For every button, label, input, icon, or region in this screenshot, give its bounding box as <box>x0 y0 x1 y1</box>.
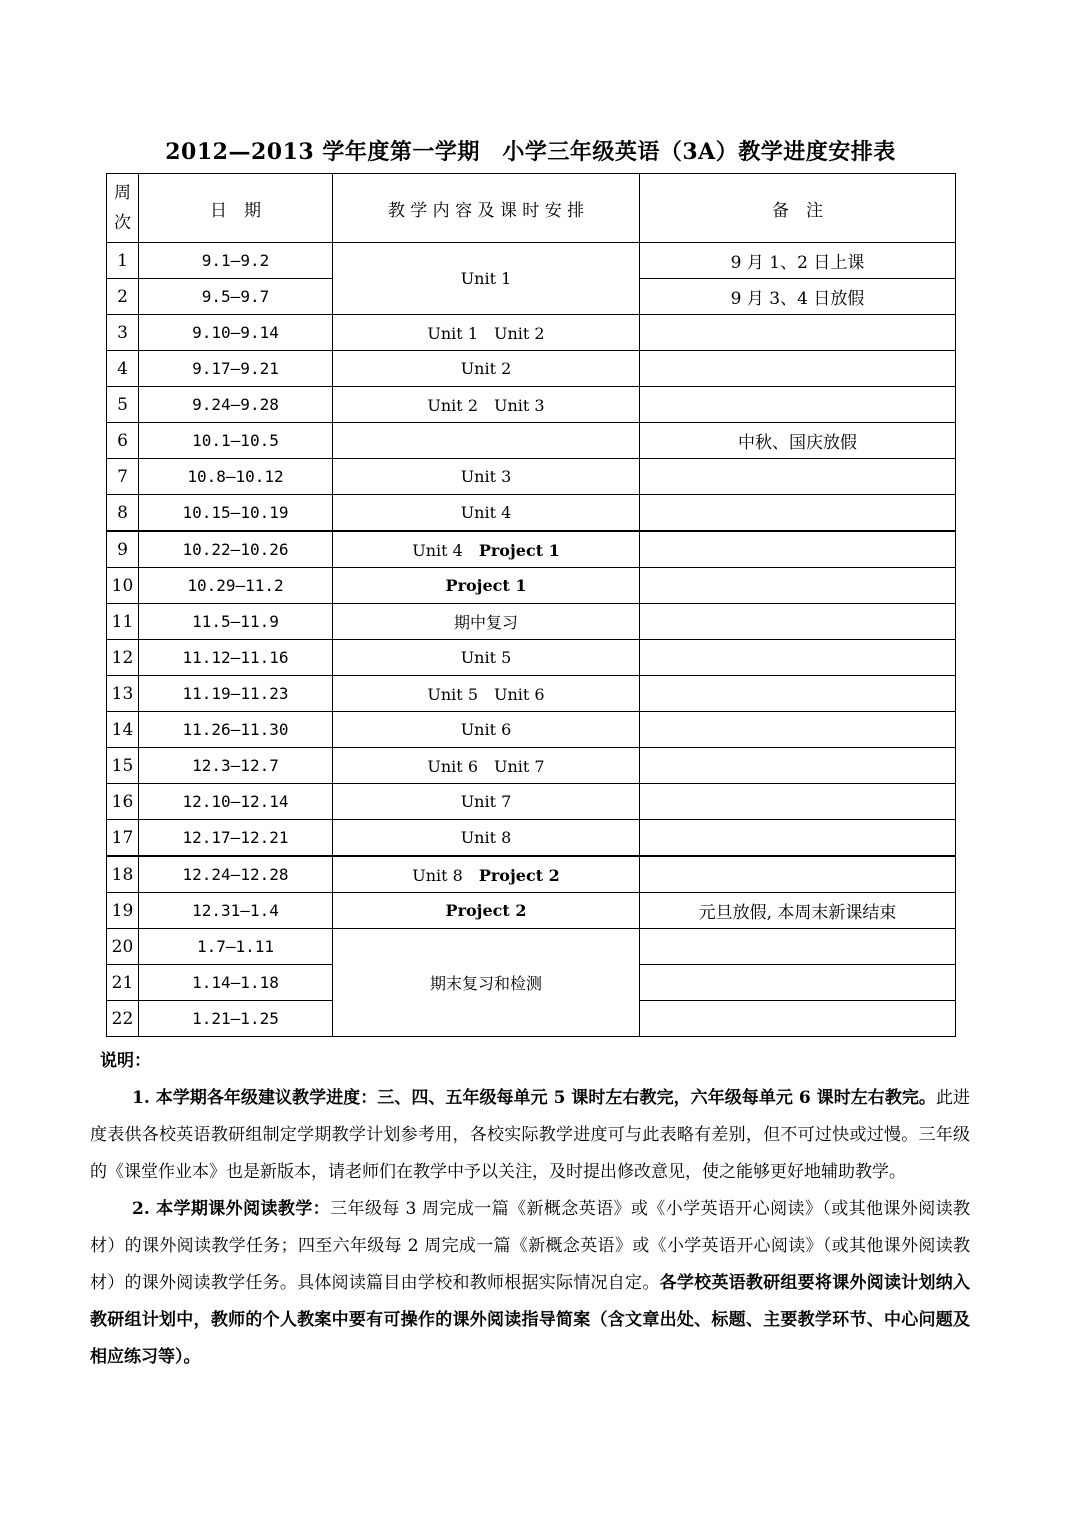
week-cell: 4 <box>107 351 139 387</box>
content-unit: Unit 8 <box>412 866 463 885</box>
content-unit: Unit 4 <box>412 541 463 560</box>
content-cell: Unit 8 <box>333 820 640 857</box>
content-cell: Unit 2 Unit 3 <box>333 387 640 423</box>
note-2-bold: 2. 本学期课外阅读教学： <box>132 1199 331 1219</box>
week-cell: 18 <box>107 856 139 893</box>
week-cell: 7 <box>107 459 139 495</box>
date-cell: 9.1—9.2 <box>139 243 333 279</box>
date-cell: 9.17—9.21 <box>139 351 333 387</box>
date-cell: 1.14—1.18 <box>139 965 333 1001</box>
note-cell <box>640 676 956 712</box>
note-cell <box>640 351 956 387</box>
week-cell: 9 <box>107 531 139 568</box>
note-cell <box>640 820 956 857</box>
page-title: 2012—2013 学年度第一学期 小学三年级英语（3A）教学进度安排表 <box>165 139 896 165</box>
table-row <box>107 893 956 929</box>
content-cell: 期末复习和检测 <box>333 929 640 1037</box>
date-cell: 12.31—1.4 <box>139 893 333 929</box>
content-cell: Unit 4 <box>333 495 640 532</box>
week-cell: 16 <box>107 784 139 820</box>
week-cell: 13 <box>107 676 139 712</box>
header-content: 教 学 内 容 及 课 时 安 排 <box>333 174 640 243</box>
table-row <box>107 820 956 857</box>
notes-label: 说明： <box>100 1051 151 1071</box>
date-cell: 10.8—10.12 <box>139 459 333 495</box>
content-cell: Unit 6 <box>333 712 640 748</box>
date-cell: 11.26—11.30 <box>139 712 333 748</box>
content-cell: Project 1 <box>333 568 640 604</box>
week-cell: 8 <box>107 495 139 532</box>
header-week: 周次 <box>107 174 139 243</box>
note-cell: 中秋、国庆放假 <box>640 423 956 459</box>
note-2-text: 三年级每 3 周完成一篇《新概念英语》或《小学英语开心阅读》（或其他课外阅读教材）的课外阅读教学任务；四至六年级每 2 周完成一篇《新概念英语》或《小学英语开心阅读》（或其他课外阅读教材）的课外阅读教学任务。具体阅读篇目由学校和教师根据实际情况自定。 <box>90 1199 971 1293</box>
date-cell: 12.3—12.7 <box>139 748 333 784</box>
week-cell: 19 <box>107 893 139 929</box>
week-cell: 21 <box>107 965 139 1001</box>
date-cell: 1.21—1.25 <box>139 1001 333 1037</box>
table-row <box>107 423 956 459</box>
note-cell <box>640 568 956 604</box>
header-date: 日 期 <box>139 174 333 243</box>
week-cell: 12 <box>107 640 139 676</box>
note-cell <box>640 856 956 893</box>
table-row <box>107 604 956 640</box>
content-cell: Unit 1 <box>333 243 640 315</box>
note-cell <box>640 748 956 784</box>
table-row <box>107 387 956 423</box>
notes-section <box>90 1043 970 1376</box>
date-cell: 9.5—9.7 <box>139 279 333 315</box>
table-row <box>107 784 956 820</box>
note-cell <box>640 387 956 423</box>
date-cell: 9.24—9.28 <box>139 387 333 423</box>
note-cell <box>640 495 956 532</box>
date-cell: 1.7—1.11 <box>139 929 333 965</box>
table-row <box>107 929 956 965</box>
table-row <box>107 243 956 279</box>
content-cell <box>333 423 640 459</box>
week-cell: 20 <box>107 929 139 965</box>
table-row <box>107 856 956 893</box>
note-cell <box>640 1001 956 1037</box>
date-cell: 10.1—10.5 <box>139 423 333 459</box>
note-2-bold-tail: 各学校英语教研组要将课外阅读计划纳入教研组计划中，教师的个人教案中要有可操作的课外阅读指导简案（含文章出处、标题、主要教学环节、中心问题及相应练习等）。 <box>90 1273 971 1367</box>
date-cell: 10.29—11.2 <box>139 568 333 604</box>
table-row <box>107 712 956 748</box>
week-cell: 3 <box>107 315 139 351</box>
week-cell: 1 <box>107 243 139 279</box>
note-cell: 9 月 1、2 日上课 <box>640 243 956 279</box>
week-cell: 10 <box>107 568 139 604</box>
table-row <box>107 315 956 351</box>
week-cell: 2 <box>107 279 139 315</box>
date-cell: 12.24—12.28 <box>139 856 333 893</box>
date-cell: 12.10—12.14 <box>139 784 333 820</box>
table-row <box>107 676 956 712</box>
note-1-text: 此进度表供各校英语教研组制定学期教学计划参考用，各校实际教学进度可与此表略有差别，但不可过快或过慢。三年级的《课堂作业本》也是新版本，请老师们在教学中予以关注，及时提出修改意见，使之能够更好地辅助教学。 <box>90 1088 970 1182</box>
table-row <box>107 459 956 495</box>
content-cell <box>333 531 640 568</box>
date-cell: 10.15—10.19 <box>139 495 333 532</box>
note-paragraph-1 <box>90 1080 970 1191</box>
content-project: Project 2 <box>478 866 560 885</box>
date-cell: 11.12—11.16 <box>139 640 333 676</box>
schedule-table <box>106 173 956 1037</box>
content-cell: Unit 7 <box>333 784 640 820</box>
week-cell: 17 <box>107 820 139 857</box>
note-cell <box>640 531 956 568</box>
week-cell: 5 <box>107 387 139 423</box>
note-cell <box>640 604 956 640</box>
week-cell: 15 <box>107 748 139 784</box>
content-cell: Unit 2 <box>333 351 640 387</box>
week-cell: 6 <box>107 423 139 459</box>
table-row <box>107 351 956 387</box>
date-cell: 11.19—11.23 <box>139 676 333 712</box>
note-1-bold: 1. 本学期各年级建议教学进度：三、四、五年级每单元 5 课时左右教完，六年级每单元 6 课时左右教完。 <box>132 1088 936 1108</box>
table-row <box>107 748 956 784</box>
content-cell: Unit 5 Unit 6 <box>333 676 640 712</box>
content-cell: Unit 1 Unit 2 <box>333 315 640 351</box>
table-row <box>107 568 956 604</box>
table-row <box>107 531 956 568</box>
date-cell: 9.10—9.14 <box>139 315 333 351</box>
content-cell: Project 2 <box>333 893 640 929</box>
note-cell <box>640 315 956 351</box>
week-cell: 22 <box>107 1001 139 1037</box>
content-cell: Unit 3 <box>333 459 640 495</box>
note-cell: 9 月 3、4 日放假 <box>640 279 956 315</box>
note-cell <box>640 640 956 676</box>
table-row <box>107 495 956 532</box>
date-cell: 12.17—12.21 <box>139 820 333 857</box>
note-paragraph-2 <box>90 1191 970 1376</box>
note-cell <box>640 712 956 748</box>
date-cell: 11.5—11.9 <box>139 604 333 640</box>
note-cell <box>640 965 956 1001</box>
week-cell: 11 <box>107 604 139 640</box>
table-row <box>107 640 956 676</box>
content-cell <box>333 856 640 893</box>
table-header-row <box>107 174 956 243</box>
note-cell <box>640 929 956 965</box>
week-cell: 14 <box>107 712 139 748</box>
date-cell: 10.22—10.26 <box>139 531 333 568</box>
content-cell: Unit 6 Unit 7 <box>333 748 640 784</box>
note-cell: 元旦放假, 本周末新课结束 <box>640 893 956 929</box>
header-note: 备 注 <box>640 174 956 243</box>
content-project: Project 1 <box>478 541 560 560</box>
note-cell <box>640 459 956 495</box>
note-cell <box>640 784 956 820</box>
content-cell: Unit 5 <box>333 640 640 676</box>
content-cell: 期中复习 <box>333 604 640 640</box>
